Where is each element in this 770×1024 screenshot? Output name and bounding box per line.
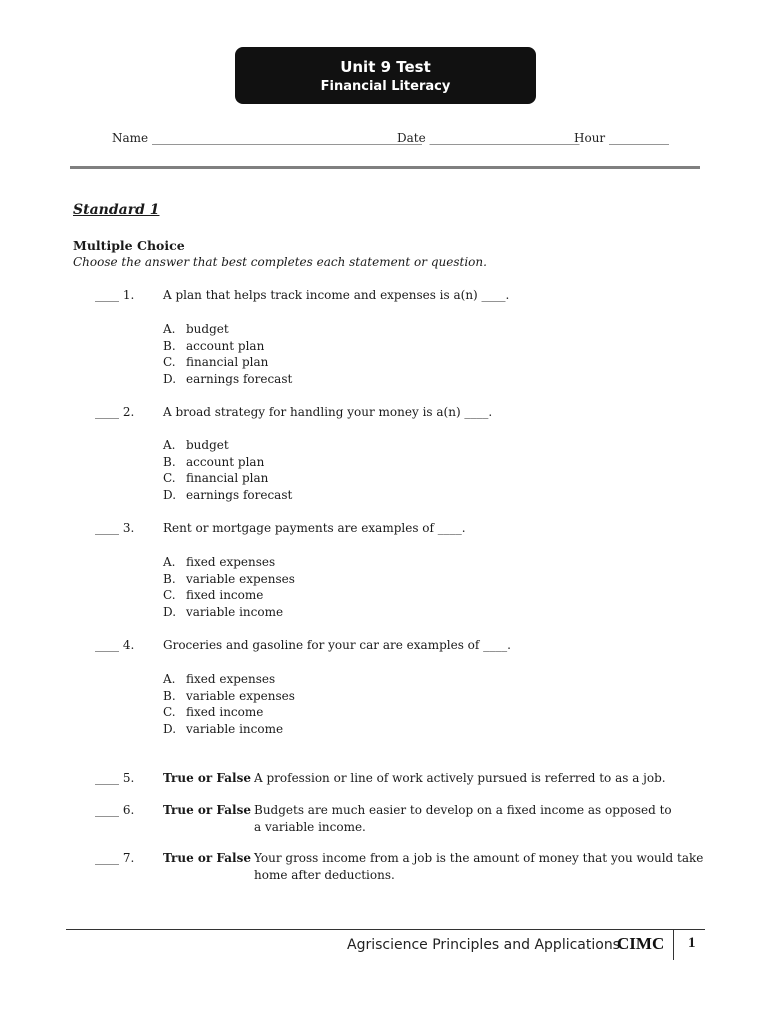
options-4	[163, 671, 295, 737]
true-false-label: True or False	[163, 851, 252, 865]
hour-field[interactable]: Hour __________	[574, 131, 669, 145]
answer-blank[interactable]: ____ 6.	[95, 803, 135, 817]
title-box	[235, 47, 536, 104]
instructions: Choose the answer that best completes each statement or question.	[73, 255, 487, 269]
option: A. budget	[163, 438, 229, 452]
option: C. fixed income	[163, 705, 264, 720]
options-1	[163, 321, 292, 387]
options-3	[163, 554, 295, 620]
answer-blank[interactable]: ____ 4.	[95, 638, 135, 652]
option: D. earnings forecast	[163, 371, 293, 386]
question-stem: A profession or line of work actively pursued is referred to as a job.	[254, 771, 666, 785]
footer-separator	[673, 930, 674, 960]
question-stem: A plan that helps track income and expenses is a(n) ____.	[163, 288, 510, 302]
true-false-label: True or False	[163, 803, 252, 817]
answer-blank[interactable]: ____ 2.	[95, 405, 135, 419]
option: B. account plan	[163, 454, 265, 469]
true-false-label: True or False	[163, 771, 252, 785]
name-date-hour-row	[0, 131, 770, 149]
option: D. variable income	[163, 721, 284, 736]
answer-blank[interactable]: ____ 1.	[95, 288, 135, 302]
page-subtitle: Financial Literacy	[320, 79, 451, 94]
question-stem: Budgets are much easier to develop on a fixed income as opposed to a variable income.	[254, 803, 672, 834]
options-2	[163, 437, 292, 503]
header-divider	[70, 166, 700, 169]
answer-blank[interactable]: ____ 7.	[95, 851, 135, 865]
option: B. account plan	[163, 338, 265, 353]
question-stem: Groceries and gasoline for your car are examples of ____.	[163, 638, 511, 652]
option: A. fixed expenses	[163, 672, 276, 686]
question-stem: Your gross income from a job is the amount of money that you would take home after deductions.	[254, 851, 704, 882]
option: B. variable expenses	[163, 571, 295, 586]
option: D. earnings forecast	[163, 487, 293, 502]
option: C. financial plan	[163, 471, 269, 486]
cimc-logo: CIMC	[617, 934, 665, 953]
option: C. fixed income	[163, 588, 264, 603]
option: A. fixed expenses	[163, 555, 276, 569]
question-stem: A broad strategy for handling your money is a(n) ____.	[163, 405, 493, 419]
date-field[interactable]: Date _________________________	[397, 131, 580, 145]
option: A. budget	[163, 322, 229, 336]
option: B. variable expenses	[163, 688, 295, 703]
footer-divider	[66, 929, 705, 930]
answer-blank[interactable]: ____ 3.	[95, 521, 135, 535]
multiple-choice-heading: Multiple Choice	[73, 238, 185, 253]
question-stem: Rent or mortgage payments are examples of ____.	[163, 521, 466, 535]
option: C. financial plan	[163, 355, 269, 370]
name-field[interactable]: Name _____________________________________________	[112, 131, 422, 145]
page-number: 1	[688, 935, 696, 951]
footer-course-title: Agriscience Principles and Applications	[347, 937, 620, 953]
answer-blank[interactable]: ____ 5.	[95, 771, 135, 785]
standard-heading: Standard 1	[73, 202, 160, 218]
page-title: Unit 9 Test	[340, 58, 431, 76]
option: D. variable income	[163, 604, 284, 619]
